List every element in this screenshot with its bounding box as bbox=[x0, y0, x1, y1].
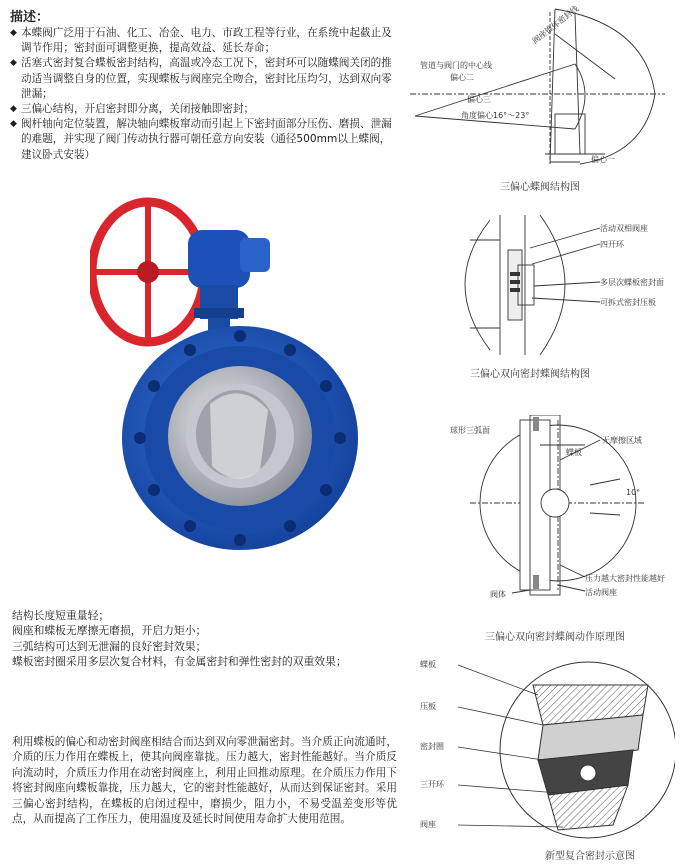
principle-paragraph: 利用蝶板的偏心和动密封阀座相结合而达到双向零泄漏密封。当介质正向流通时，介质的压力作用在蝶板上，使其向阀座靠拢。压力越大，密封性能越好。当介质反向流动时，介质压力作用在动密封阀座上，利用止回推动原理。在介质压力作用下将密封阀座向蝶板靠拢，压力越大，它的密封性能越好，从而达到保证密封。采用三偏心密封结构，在蝶板的启闭过程中，磨损少，阻力小，不易受温差变形等优点，从而提高了工作压力，使用温度及延长时间使用寿命扩大使用范围。 bbox=[12, 736, 397, 826]
diagram2-caption: 三偏心双向密封蝶阀结构图 bbox=[470, 369, 590, 380]
multi-layer-label: 多层次蝶板密封面 bbox=[600, 278, 664, 287]
seat-cone-label: 阀座锥体密封线 bbox=[530, 4, 581, 46]
angle-label: 角度偏心16°～23° bbox=[461, 111, 530, 120]
press-plate-label: 压板 bbox=[420, 702, 436, 711]
pressure-label: 压力越大密封性能越好 bbox=[585, 574, 665, 583]
seal-ring-label: 密封圈 bbox=[420, 742, 444, 751]
gearbox bbox=[188, 230, 270, 319]
diagram3-caption: 三偏心双向密封蝶阀动作原理图 bbox=[485, 632, 625, 643]
composite-seal-diagram bbox=[418, 655, 675, 845]
feature-item: 阀座和蝶板无摩擦无磨损，开启力矩小； bbox=[12, 624, 207, 638]
spherical-label: 球形三弧面 bbox=[450, 426, 490, 435]
offset3-label: 偏心三 bbox=[467, 95, 491, 104]
feature-item: 蝶板密封圈采用多层次复合材料，有金属密封和弹性密封的双重效果； bbox=[12, 655, 347, 669]
diagram4-caption: 新型复合密封示意图 bbox=[545, 851, 635, 862]
description-title: 描述： bbox=[10, 10, 50, 25]
movable-seat-label: 活动双相阀座 bbox=[600, 224, 648, 233]
action-principle-diagram bbox=[440, 415, 675, 615]
offset2-label: 偏心二 bbox=[450, 73, 474, 82]
description-item: ◆ 阀杆轴向定位装置，解决轴向蝶板窜动而引起上下密封面部分压伤、磨损、泄漏的难题，并实现了阀门传动执行器可朝任意方向安装（通径500mm以上蝶阀，建议卧式安装） bbox=[10, 117, 392, 163]
description-list bbox=[10, 26, 392, 163]
triple-offset-diagram bbox=[405, 4, 675, 174]
disc-label: 蝶板 bbox=[566, 448, 582, 457]
pipe-center-label: 管道与阀门的中心线 bbox=[420, 61, 492, 70]
description-item: ◆ 三偏心结构，开启密封即分离，关闭接触即密封； bbox=[10, 102, 392, 117]
diagram1-caption: 三偏心蝶阀结构图 bbox=[500, 182, 580, 193]
movable-seat-label: 活动阀座 bbox=[585, 588, 617, 597]
description-item: ◆ 本蝶阀广泛用于石油、化工、冶金、电力、市政工程等行业，在系统中起截止及调节作用；密封面可调整更换，提高效益、延长寿命； bbox=[10, 26, 392, 56]
valve-body bbox=[122, 326, 358, 550]
feature-list bbox=[12, 608, 392, 670]
feature-item: 三弧结构可达到无泄漏的良好密封效果； bbox=[12, 639, 207, 653]
removable-plate-label: 可拆式密封压板 bbox=[600, 298, 656, 307]
no-friction-label: 无摩擦区域 bbox=[602, 436, 642, 445]
bidirectional-structure-diagram bbox=[440, 210, 675, 358]
angle-10-label: 10° bbox=[626, 488, 641, 497]
split-ring-label: 四开环 bbox=[600, 240, 624, 249]
body-label: 阀体 bbox=[490, 590, 506, 599]
handwheel bbox=[92, 202, 204, 342]
description-item: ◆ 活塞式密封复合蝶板密封结构，高温或冷态工况下，密封环可以随蝶阀关闭的推动适当调整自身的位置，实现蝶板与阀座完全吻合，密封比压均匀，达到双向零泄漏； bbox=[10, 56, 392, 102]
feature-item: 结构长度短重量轻； bbox=[12, 609, 110, 622]
seat-label: 阀座 bbox=[420, 820, 436, 829]
butterfly-valve-photo bbox=[90, 190, 375, 550]
seal-disc-label: 蝶板 bbox=[420, 660, 436, 669]
three-split-ring-label: 三开环 bbox=[420, 780, 444, 789]
offset1-label: 偏心一 bbox=[591, 155, 615, 164]
